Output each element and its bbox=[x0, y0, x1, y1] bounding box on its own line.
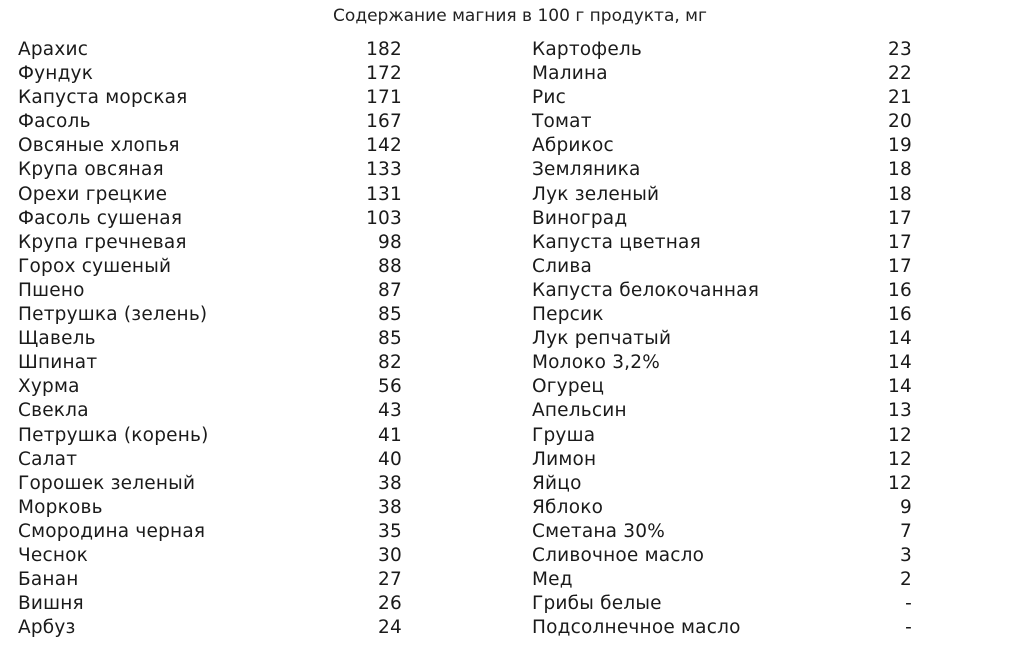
magnesium-value: 38 bbox=[378, 496, 402, 518]
magnesium-value: 56 bbox=[378, 376, 402, 398]
table-row bbox=[18, 303, 402, 327]
table-row bbox=[532, 544, 912, 568]
page-title: Содержание магния в 100 г продукта, мг bbox=[333, 6, 707, 26]
table-column-right bbox=[532, 38, 912, 640]
table-row bbox=[18, 496, 402, 520]
table-row bbox=[18, 472, 402, 496]
table-row bbox=[532, 616, 912, 640]
magnesium-value: 23 bbox=[888, 39, 912, 60]
magnesium-value: 17 bbox=[888, 255, 912, 277]
product-name: Сливочное масло bbox=[532, 544, 705, 566]
table-row bbox=[18, 183, 402, 207]
product-name: Орехи грецкие bbox=[18, 183, 168, 205]
product-name: Капуста морская bbox=[18, 87, 188, 109]
magnesium-value: 14 bbox=[888, 352, 912, 374]
product-name: Арбуз bbox=[18, 617, 76, 639]
magnesium-value: 171 bbox=[366, 87, 402, 109]
table-row bbox=[18, 38, 402, 62]
product-name: Крупа гречневая bbox=[18, 231, 187, 253]
product-name: Лук зеленый bbox=[532, 183, 660, 205]
table-row bbox=[532, 375, 912, 399]
magnesium-value: 14 bbox=[888, 376, 912, 398]
magnesium-value: 41 bbox=[378, 424, 402, 446]
magnesium-value: 85 bbox=[378, 328, 402, 350]
product-name: Арахис bbox=[18, 39, 89, 60]
product-name: Крупа овсяная bbox=[18, 159, 164, 181]
table-row bbox=[532, 448, 912, 472]
product-name: Пшено bbox=[18, 279, 85, 301]
table-row bbox=[532, 592, 912, 616]
magnesium-value: 7 bbox=[900, 520, 912, 542]
product-name: Виноград bbox=[532, 207, 628, 229]
magnesium-value: 85 bbox=[378, 304, 402, 326]
table-row bbox=[532, 279, 912, 303]
product-name: Груша bbox=[532, 424, 596, 446]
magnesium-value: 30 bbox=[378, 544, 402, 566]
magnesium-value: 18 bbox=[888, 183, 912, 205]
magnesium-value: 18 bbox=[888, 159, 912, 181]
magnesium-value: 103 bbox=[366, 207, 402, 229]
table-row bbox=[532, 520, 912, 544]
product-name: Лимон bbox=[532, 448, 597, 470]
magnesium-value: 22 bbox=[888, 63, 912, 85]
table-row bbox=[18, 448, 402, 472]
table-row bbox=[18, 207, 402, 231]
magnesium-value: 16 bbox=[888, 279, 912, 301]
product-name: Фасоль сушеная bbox=[18, 207, 183, 229]
table-column-left bbox=[18, 38, 402, 640]
product-name: Томат bbox=[532, 111, 592, 133]
table-row bbox=[532, 38, 912, 62]
magnesium-value: 35 bbox=[378, 520, 402, 542]
product-name: Персик bbox=[532, 304, 604, 326]
magnesium-value: 182 bbox=[366, 39, 402, 60]
product-name: Яйцо bbox=[532, 472, 582, 494]
table-row bbox=[532, 351, 912, 375]
magnesium-value: 13 bbox=[888, 400, 912, 422]
magnesium-value: 16 bbox=[888, 304, 912, 326]
table-row bbox=[532, 568, 912, 592]
magnesium-value: 26 bbox=[378, 593, 402, 615]
table-row bbox=[18, 158, 402, 182]
magnesium-value: 9 bbox=[900, 496, 912, 518]
product-name: Морковь bbox=[18, 496, 103, 518]
table-row bbox=[18, 231, 402, 255]
magnesium-value: 3 bbox=[900, 544, 912, 566]
table-row bbox=[532, 303, 912, 327]
table-row bbox=[532, 424, 912, 448]
table-row bbox=[18, 399, 402, 423]
product-name: Молоко 3,2% bbox=[532, 352, 660, 374]
table-row bbox=[532, 496, 912, 520]
table-row bbox=[18, 375, 402, 399]
magnesium-value: 12 bbox=[888, 424, 912, 446]
product-name: Капуста белокочанная bbox=[532, 279, 760, 301]
table-row bbox=[18, 279, 402, 303]
table-row bbox=[532, 158, 912, 182]
magnesium-value: - bbox=[905, 617, 912, 639]
product-name: Картофель bbox=[532, 39, 643, 60]
table-row bbox=[18, 568, 402, 592]
product-name: Банан bbox=[18, 569, 79, 591]
table-row bbox=[18, 62, 402, 86]
magnesium-value: 82 bbox=[378, 352, 402, 374]
table-row bbox=[18, 544, 402, 568]
magnesium-value: 20 bbox=[888, 111, 912, 133]
product-name: Хурма bbox=[18, 376, 80, 398]
table-row bbox=[18, 592, 402, 616]
table-row bbox=[532, 472, 912, 496]
table-row bbox=[18, 255, 402, 279]
product-name: Смородина черная bbox=[18, 520, 206, 542]
table-row bbox=[532, 134, 912, 158]
table-row bbox=[532, 231, 912, 255]
product-name: Земляника bbox=[532, 159, 641, 181]
table-row bbox=[532, 110, 912, 134]
magnesium-value: 21 bbox=[888, 87, 912, 109]
table-row bbox=[18, 520, 402, 544]
magnesium-value: 27 bbox=[378, 569, 402, 591]
product-name: Сметана 30% bbox=[532, 520, 666, 542]
table-row bbox=[18, 424, 402, 448]
magnesium-value: 19 bbox=[888, 135, 912, 157]
magnesium-value: 142 bbox=[366, 135, 402, 157]
product-name: Рис bbox=[532, 87, 566, 109]
table-row bbox=[532, 207, 912, 231]
magnesium-value: 24 bbox=[378, 617, 402, 639]
magnesium-value: 2 bbox=[900, 569, 912, 591]
magnesium-value: 12 bbox=[888, 448, 912, 470]
magnesium-value: 17 bbox=[888, 207, 912, 229]
product-name: Горох сушеный bbox=[18, 255, 172, 277]
table-row bbox=[532, 399, 912, 423]
product-name: Вишня bbox=[18, 593, 84, 615]
table-row bbox=[18, 351, 402, 375]
product-name: Мед bbox=[532, 569, 573, 591]
product-name: Фундук bbox=[18, 63, 94, 85]
magnesium-value: 87 bbox=[378, 279, 402, 301]
magnesium-value: 17 bbox=[888, 231, 912, 253]
table-row bbox=[18, 327, 402, 351]
product-name: Щавель bbox=[18, 328, 96, 350]
product-name: Чеснок bbox=[18, 544, 89, 566]
table-row bbox=[532, 62, 912, 86]
product-name: Фасоль bbox=[18, 111, 91, 133]
magnesium-value: 38 bbox=[378, 472, 402, 494]
product-name: Свекла bbox=[18, 400, 89, 422]
table-row bbox=[532, 255, 912, 279]
product-name: Яблоко bbox=[532, 496, 604, 518]
table-row bbox=[532, 327, 912, 351]
product-name: Капуста цветная bbox=[532, 231, 701, 253]
magnesium-value: 43 bbox=[378, 400, 402, 422]
magnesium-value: 14 bbox=[888, 328, 912, 350]
product-name: Петрушка (зелень) bbox=[18, 304, 208, 326]
table-row bbox=[18, 134, 402, 158]
magnesium-value: 12 bbox=[888, 472, 912, 494]
product-name: Шпинат bbox=[18, 352, 98, 374]
product-name: Салат bbox=[18, 448, 78, 470]
table-row bbox=[532, 86, 912, 110]
product-name: Абрикос bbox=[532, 135, 614, 157]
product-name: Овсяные хлопья bbox=[18, 135, 180, 157]
product-name: Слива bbox=[532, 255, 593, 277]
magnesium-value: 131 bbox=[366, 183, 402, 205]
table-row bbox=[18, 86, 402, 110]
product-name: Апельсин bbox=[532, 400, 627, 422]
product-name: Огурец bbox=[532, 376, 605, 398]
table-row bbox=[532, 183, 912, 207]
magnesium-value: 98 bbox=[378, 231, 402, 253]
table-row bbox=[18, 110, 402, 134]
product-name: Малина bbox=[532, 63, 608, 85]
magnesium-value: 40 bbox=[378, 448, 402, 470]
product-name: Петрушка (корень) bbox=[18, 424, 209, 446]
table-row bbox=[18, 616, 402, 640]
product-name: Горошек зеленый bbox=[18, 472, 196, 494]
magnesium-value: 172 bbox=[366, 63, 402, 85]
product-name: Грибы белые bbox=[532, 593, 662, 615]
product-name: Подсолнечное масло bbox=[532, 617, 741, 639]
magnesium-value: - bbox=[905, 593, 912, 615]
magnesium-value: 167 bbox=[366, 111, 402, 133]
magnesium-value: 133 bbox=[366, 159, 402, 181]
product-name: Лук репчатый bbox=[532, 328, 672, 350]
magnesium-value: 88 bbox=[378, 255, 402, 277]
